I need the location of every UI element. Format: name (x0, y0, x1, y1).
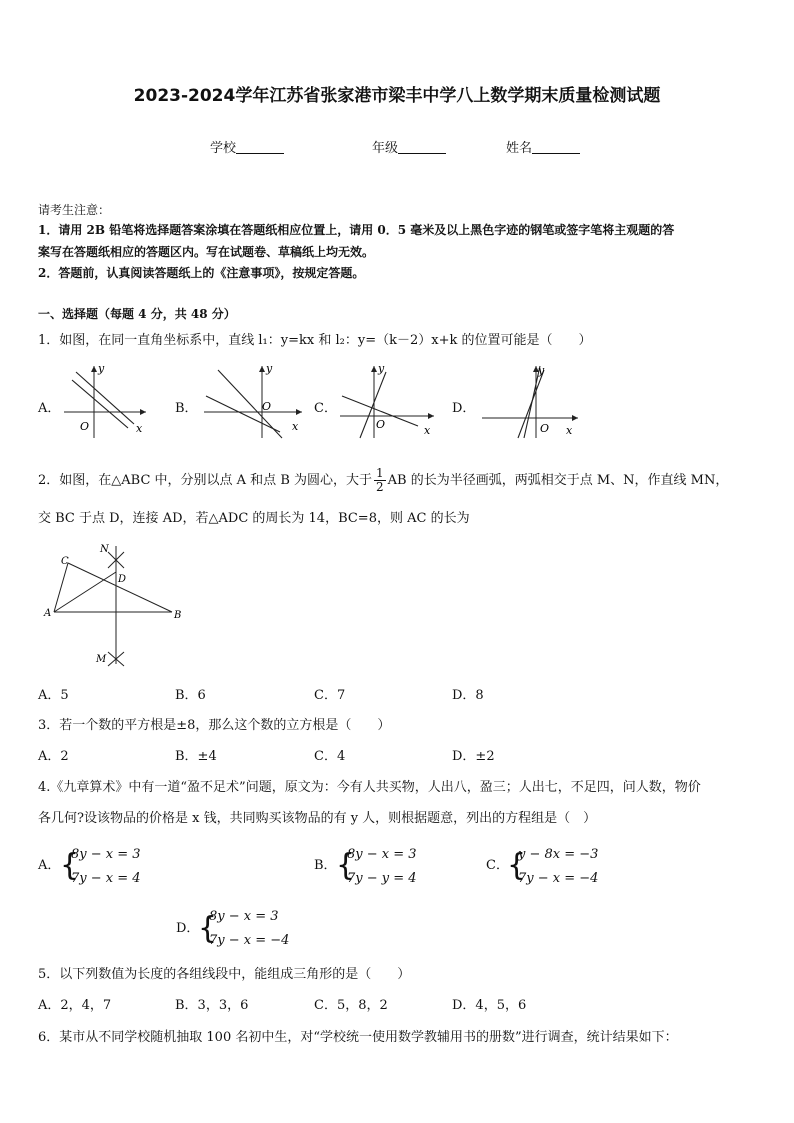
q1-stem: 1．如图，在同一直角坐标系中，直线 l₁：y=kx 和 l₂：y=（k－2）x+k 的位置可能是（ ） (38, 333, 592, 348)
q4-option-d-eq2: 7y − x = −4 (209, 933, 290, 948)
q2-triangle-figure (38, 540, 188, 670)
notice-heading: 请考生注意： (38, 203, 111, 217)
q2-option-c: C．7 (314, 688, 346, 703)
q1-c-x-label: x (424, 424, 431, 437)
q1-a-y-label: y (98, 362, 105, 375)
q4-option-b-brace: { (336, 848, 356, 883)
q3-option-a: A．2 (38, 749, 69, 764)
q2-fraction (374, 467, 386, 494)
q4-option-d-eq1: 8y − x = 3 (209, 909, 279, 924)
q1-d-y-label: y (538, 364, 545, 377)
q4-option-c-brace: { (507, 848, 527, 883)
q2-frac-den: 2 (376, 480, 384, 494)
q2-option-b: B．6 (175, 688, 206, 703)
q3-option-b: B．±4 (175, 749, 217, 764)
q1-b-origin: O (262, 400, 272, 413)
q5-option-c: C．5，8，2 (314, 998, 388, 1013)
q1-graph-b (198, 362, 308, 440)
q2-stem-line-2: 交 BC 于点 D，连接 AD，若△ADC 的周长为 14，BC=8，则 AC 的长为 (38, 511, 470, 526)
q4-option-a-brace: { (60, 848, 80, 883)
q1-c-y-label: y (378, 362, 385, 375)
q4-option-c-eq2: 7y − x = −4 (518, 871, 599, 886)
q4-option-a-eq2: 7y − x = 4 (71, 871, 141, 886)
q2-frac-num: 1 (376, 466, 384, 480)
notice-item-2: 2．答题前，认真阅读答题纸上的《注意事项》，按规定答题。 (38, 266, 365, 280)
q4-option-c-label: C． (486, 858, 509, 873)
q2-option-d: D．8 (452, 688, 484, 703)
q1-graph-c (334, 362, 438, 440)
q5-option-d: D．4，5，6 (452, 998, 527, 1013)
q1-option-c-label: C． (314, 401, 337, 416)
q5-option-b: B．3，3，6 (175, 998, 249, 1013)
q1-d-x-label: x (566, 424, 573, 437)
q4-option-a-eq1: 8y − x = 3 (71, 847, 141, 862)
school-label: 学校 (210, 141, 237, 156)
q3-option-c: C．4 (314, 749, 346, 764)
q1-b-x-label: x (292, 420, 299, 433)
q4-option-b-eq2: 7y − y = 4 (347, 871, 417, 886)
q2-stem-line-1 (38, 466, 728, 496)
notice-item-1-line-1: 1．请用 2B 铅笔将选择题答案涂填在答题纸相应位置上，请用 0．5 毫米及以上黑色字迹的钢笔或签字笔将主观题的答 (38, 223, 675, 237)
page-title: 2023-2024学年江苏省张家港市梁丰中学八上数学期末质量检测试题 (133, 86, 661, 106)
q4-option-c-eq1: y − 8x = −3 (518, 847, 599, 862)
section-1-heading: 一、选择题（每题 4 分，共 48 分） (38, 307, 236, 321)
q1-c-origin: O (376, 418, 386, 431)
q5-stem: 5．以下列数值为长度的各组线段中，能组成三角形的是（ ） (38, 967, 411, 982)
q1-graph-a (58, 362, 148, 440)
q2-label-c: C (61, 556, 69, 567)
q2-label-m: M (96, 654, 107, 665)
school-field (210, 141, 284, 157)
q6-stem: 6．某市从不同学校随机抽取 100 名初中生，对“学校统一使用数学教辅用书的册数”进行调查，统计结果如下： (38, 1030, 678, 1045)
q5-option-a: A．2，4，7 (38, 998, 112, 1013)
q1-option-b-label: B． (175, 401, 198, 416)
grade-label: 年级 (372, 141, 399, 156)
q4-option-d-brace: { (198, 911, 218, 946)
q1-a-x-label: x (136, 422, 143, 435)
q4-stem-line-1: 4.《九章算术》中有一道“盈不足术”问题，原文为：今有人共买物，人出八，盈三；人出七，不足四，问人数，物价 (38, 780, 701, 795)
q2-stem-a: 2．如图，在△ABC 中，分别以点 A 和点 B 为圆心，大于 (38, 473, 373, 488)
name-blank (532, 141, 580, 154)
q2-label-b: B (174, 610, 182, 621)
q4-option-d-label: D． (176, 921, 200, 936)
q1-option-d-label: D． (452, 401, 476, 416)
q2-stem-b: AB 的长为半径画弧，两弧相交于点 M、N，作直线 MN， (387, 473, 729, 488)
q2-label-a: A (44, 608, 52, 619)
q3-option-d: D．±2 (452, 749, 495, 764)
q4-stem-line-2: 各几何?设该物品的价格是 x 钱，共同购买该物品的有 y 人，则根据题意，列出的方程组是（ ） (38, 811, 597, 826)
q2-label-d: D (118, 574, 127, 585)
q1-d-origin: O (540, 422, 550, 435)
name-label: 姓名 (506, 141, 533, 156)
q4-option-b-label: B． (314, 858, 337, 873)
q2-option-a: A．5 (38, 688, 69, 703)
grade-blank (398, 141, 446, 154)
q1-option-a-label: A． (38, 401, 61, 416)
q4-option-b-eq1: 8y − x = 3 (347, 847, 417, 862)
notice-item-1-line-2: 案写在答题纸相应的答题区内。写在试题卷、草稿纸上均无效。 (38, 245, 375, 259)
q4-option-a-label: A． (38, 858, 61, 873)
name-field (506, 141, 580, 157)
q1-a-origin: O (80, 420, 90, 433)
school-blank (236, 141, 284, 154)
q3-stem: 3．若一个数的平方根是±8，那么这个数的立方根是（ ） (38, 718, 391, 733)
q1-b-y-label: y (266, 362, 273, 375)
q2-label-n: N (100, 544, 109, 555)
q1-graph-d (478, 362, 582, 440)
grade-field (372, 141, 446, 157)
